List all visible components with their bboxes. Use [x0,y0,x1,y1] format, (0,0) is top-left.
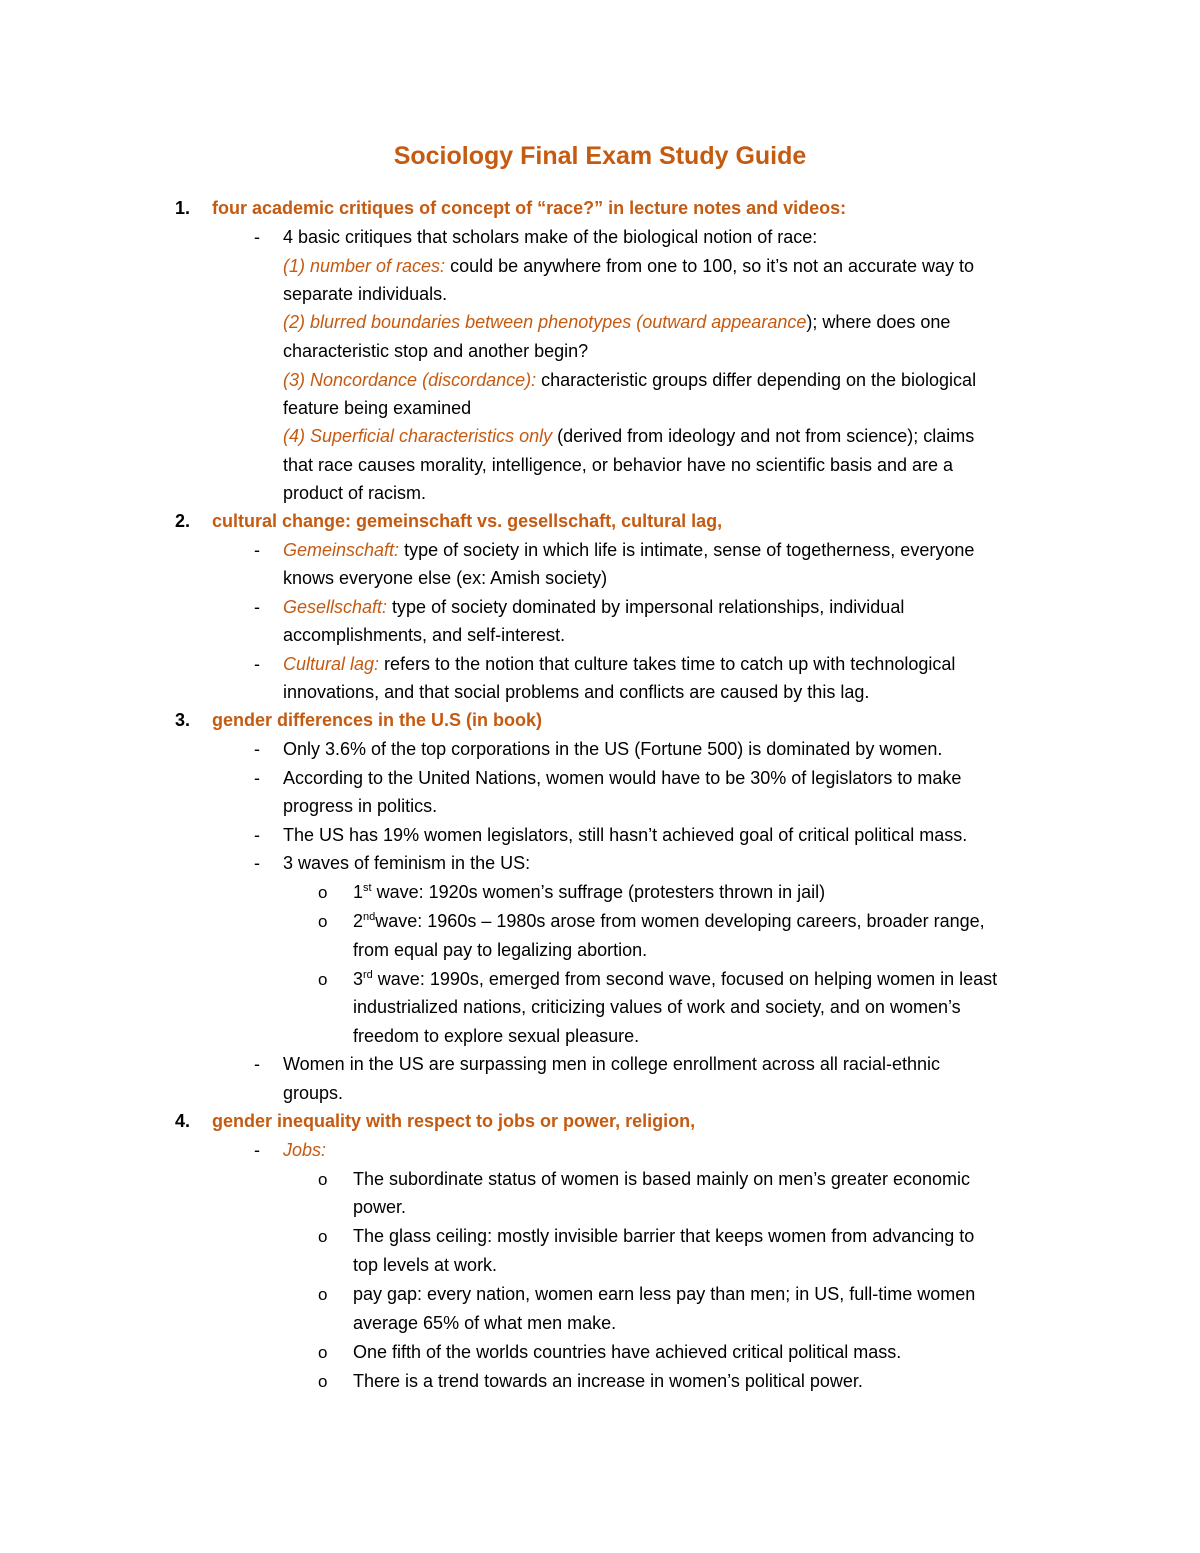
circle-bullet: o [318,1227,328,1246]
sub-list-item-continuation: industrialized nations, criticizing values of work and society, and on women’s [353,997,961,1017]
sub-list-item-continuation: from equal pay to legalizing abortion. [353,940,648,960]
term-text: type of society dominated by impersonal relationships, individual [392,597,905,617]
section-number: 2. [175,511,191,531]
sub-list-item [353,878,825,907]
ordinal-number: 3 [353,969,364,989]
list-item-continuation: knows everyone else (ex: Amish society) [283,568,608,588]
sub-list-item-continuation: freedom to explore sexual pleasure. [353,1026,640,1046]
dash-bullet: - [254,853,260,873]
circle-bullet: o [318,1343,328,1362]
list-item: The US has 19% women legislators, still hasn’t achieved goal of critical political mass. [283,825,968,845]
term-text: could be anywhere from one to 100, so it’s not an accurate way to [445,256,975,276]
section-title: cultural change: gemeinschaft vs. gesellschaft, cultural lag, [212,511,723,531]
circle-bullet: o [318,883,328,902]
sub-item-text: wave: 1990s, emerged from second wave, focused on helping women in least [372,969,998,989]
list-item-continuation: that race causes morality, intelligence, or behavior have no scientific basis and are a [283,455,954,475]
section-title: gender differences in the U.S (in book) [212,710,543,730]
list-item [283,366,976,395]
page-title: Sociology Final Exam Study Guide [393,142,807,170]
sub-list-item: pay gap: every nation, women earn less pay than men; in US, full-time women [353,1284,976,1304]
list-item: Only 3.6% of the top corporations in the US (Fortune 500) is dominated by women. [283,739,943,759]
list-item-continuation: innovations, and that social problems and conflicts are caused by this lag. [283,682,870,702]
sub-item-text: wave: 1920s women’s suffrage (protesters thrown in jail) [371,882,826,902]
ordinal-number: 1 [353,882,364,902]
list-item [283,422,974,451]
sub-list-item: One fifth of the worlds countries have achieved critical political mass. [353,1342,902,1362]
section-number: 4. [175,1111,191,1131]
term-text: refers to the notion that culture takes time to catch up with technological [379,654,956,674]
ordinal-suffix: st [363,882,372,894]
section-heading-3 [0,706,1200,735]
dash-bullet: - [254,654,260,674]
circle-bullet: o [318,970,328,989]
list-item: Jobs: [283,1140,327,1160]
circle-bullet: o [318,1285,328,1304]
circle-bullet: o [318,912,328,931]
list-item-continuation: accomplishments, and self-interest. [283,625,566,645]
list-item [283,308,950,337]
list-item: According to the United Nations, women would have to be 30% of legislators to make [283,768,962,788]
sub-list-item-continuation: average 65% of what men make. [353,1313,617,1333]
term-text: (derived from ideology and not from science); claims [552,426,975,446]
dash-bullet: - [254,739,260,759]
section-number: 3. [175,710,191,730]
dash-bullet: - [254,1140,260,1160]
list-item-continuation: separate individuals. [283,284,448,304]
dash-bullet: - [254,227,260,247]
sub-list-item [353,965,997,994]
list-item-continuation: feature being examined [283,398,472,418]
list-item-continuation: progress in politics. [283,796,438,816]
sub-list-item-continuation: top levels at work. [353,1255,498,1275]
section-number: 1. [175,198,191,218]
term-label: Cultural lag: [283,654,380,674]
term-label: Gemeinschaft: [283,540,400,560]
dash-bullet: - [254,1054,260,1074]
term-text: ); where does one [806,312,951,332]
sub-list-item [353,907,985,936]
term-label: Gesellschaft: [283,597,393,617]
term-label: (4) Superficial characteristics only [283,426,553,446]
section-heading-1 [0,194,1200,223]
sub-list-item: There is a trend towards an increase in women’s political power. [353,1371,863,1391]
sub-list-item: The glass ceiling: mostly invisible barrier that keeps women from advancing to [353,1226,975,1246]
section-title: gender inequality with respect to jobs or power, religion, [212,1111,696,1131]
list-item-continuation: product of racism. [283,483,427,503]
dash-bullet: - [254,540,260,560]
list-item: 4 basic critiques that scholars make of the biological notion of race: [283,227,818,247]
term-text: characteristic groups differ depending on the biological [536,370,977,390]
dash-bullet: - [254,768,260,788]
section-title: four academic critiques of concept of “race?” in lecture notes and videos: [212,198,847,218]
term-text: type of society in which life is intimate, sense of togetherness, everyone [399,540,975,560]
list-item-continuation: groups. [283,1083,344,1103]
section-heading-2 [0,507,1200,536]
sub-list-item-continuation: power. [353,1197,407,1217]
sub-item-text: wave: 1960s – 1980s arose from women developing careers, broader range, [375,911,985,931]
ordinal-number: 2 [353,911,364,931]
list-item-continuation: characteristic stop and another begin? [283,341,589,361]
list-item [283,650,955,679]
section-heading-4 [0,1107,1200,1136]
list-item: 3 waves of feminism in the US: [283,853,531,873]
list-item: Women in the US are surpassing men in college enrollment across all racial-ethnic [283,1054,940,1074]
dash-bullet: - [254,597,260,617]
sub-list-item: The subordinate status of women is based mainly on men’s greater economic [353,1169,970,1189]
circle-bullet: o [318,1372,328,1391]
list-item [283,593,904,622]
term-label: (1) number of races: [283,256,446,276]
term-label: (2) blurred boundaries between phenotypes (outward appearance [283,312,807,332]
ordinal-suffix: nd [363,911,376,923]
circle-bullet: o [318,1170,328,1189]
dash-bullet: - [254,825,260,845]
list-item [283,536,974,565]
ordinal-suffix: rd [363,969,373,981]
list-item [283,252,974,281]
term-label: (3) Noncordance (discordance): [283,370,537,390]
